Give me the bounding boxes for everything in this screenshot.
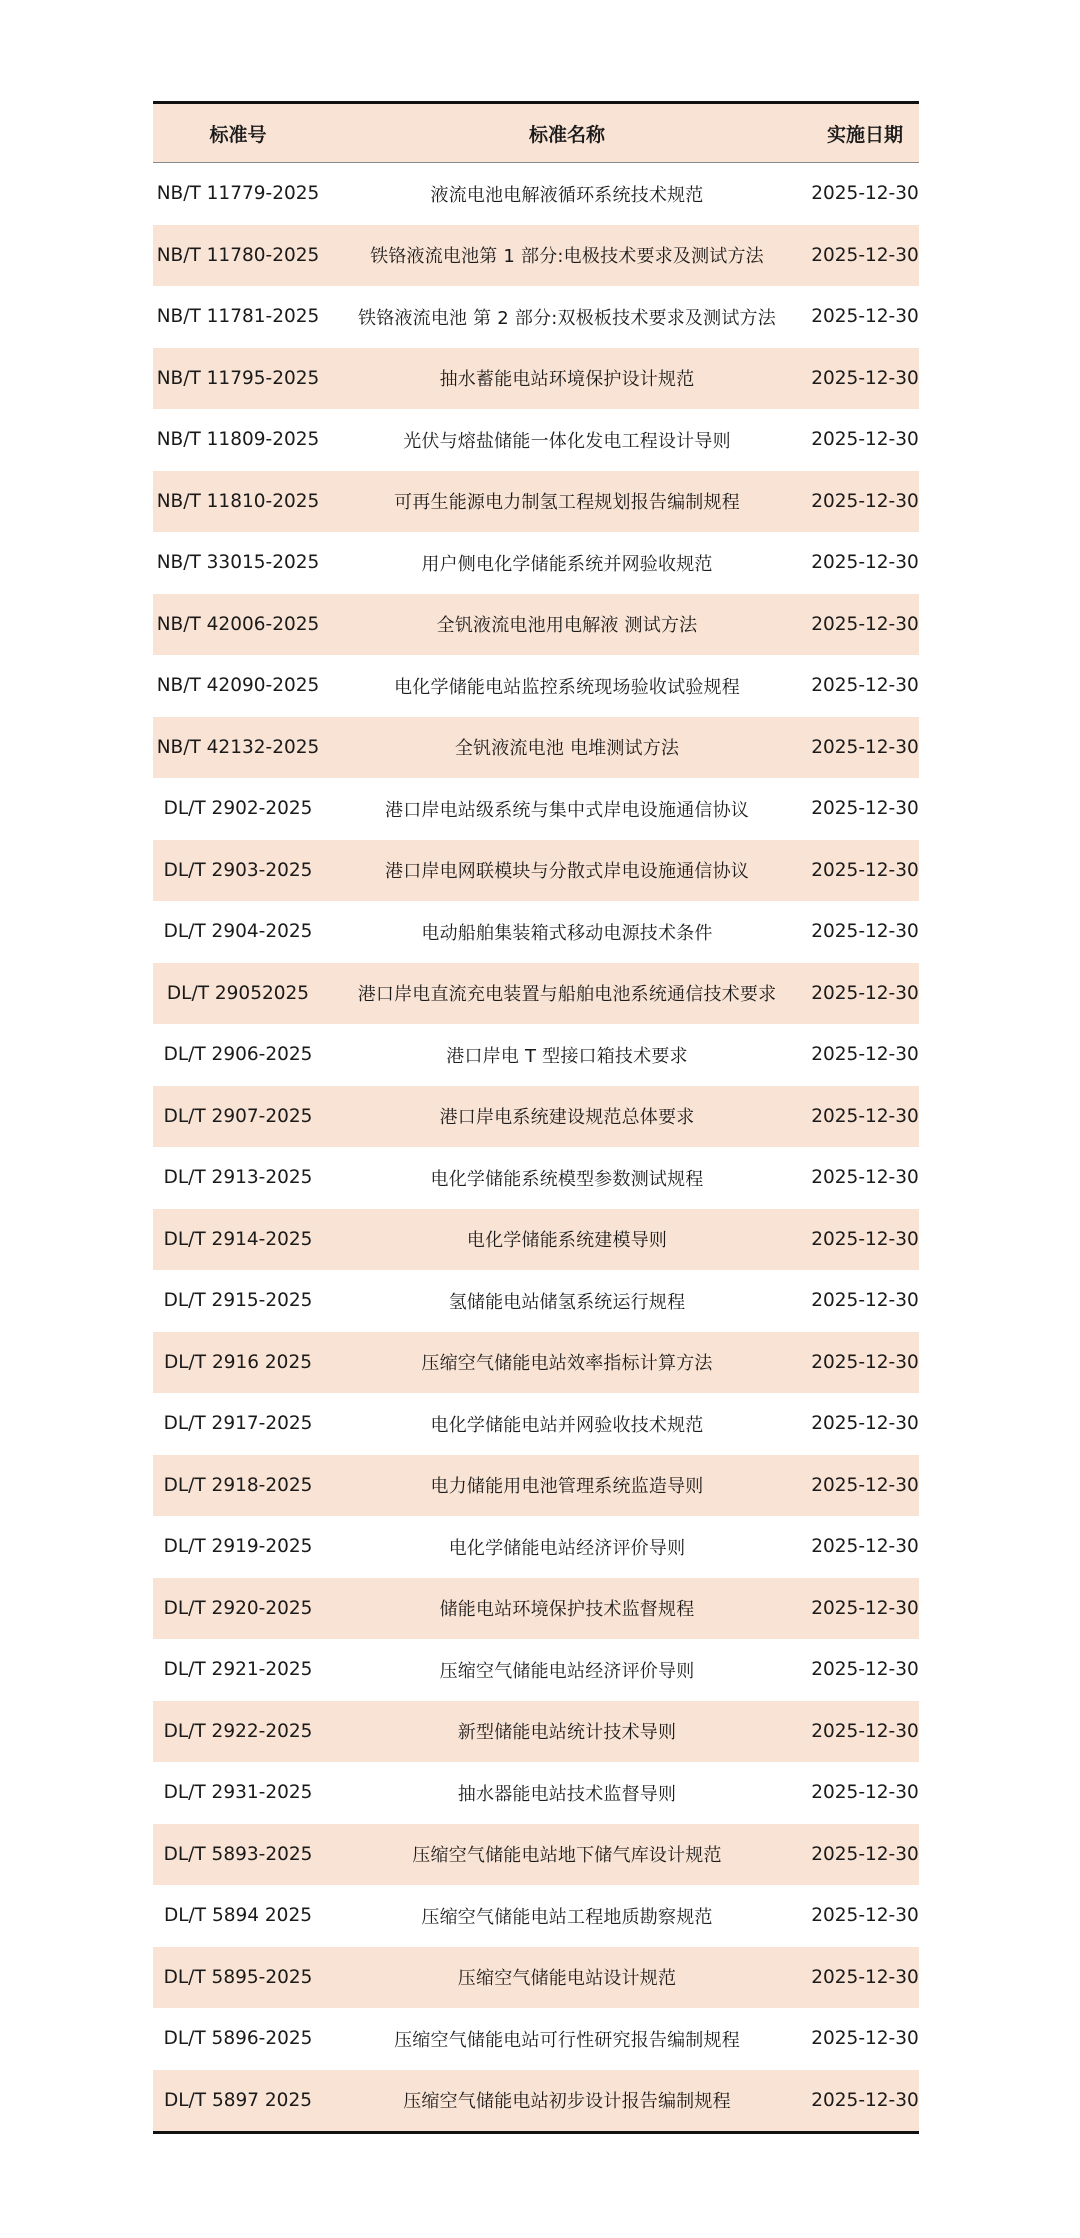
cell-standard-name: 全钒液流电池 电堆测试方法: [454, 738, 680, 760]
table-row: [153, 1393, 919, 1455]
cell-standard-code: NB/T 11809-2025: [156, 429, 320, 451]
cell-standard-code: DL/T 2906-2025: [163, 1044, 313, 1066]
cell-standard-code: DL/T 2902-2025: [163, 798, 313, 820]
table-row: [153, 1639, 919, 1701]
cell-effective-date: 2025-12-30: [811, 859, 919, 881]
table-row: [153, 1947, 919, 2009]
cell-standard-code: DL/T 5896-2025: [163, 2028, 313, 2050]
table-row: [153, 1024, 919, 1086]
standards-table: [153, 101, 919, 2134]
cell-standard-name: 铁铬液流电池 第 2 部分:双极板技术要求及测试方法: [358, 307, 776, 329]
cell-standard-name: 压缩空气储能电站地下储气库设计规范: [412, 1845, 722, 1867]
cell-standard-code: DL/T 2920-2025: [163, 1597, 313, 1619]
cell-effective-date: 2025-12-30: [811, 1351, 919, 1373]
cell-effective-date: 2025-12-30: [811, 429, 919, 451]
cell-standard-code: NB/T 42090-2025: [156, 675, 320, 697]
cell-standard-name: 电化学储能系统模型参数测试规程: [430, 1168, 704, 1190]
cell-standard-name: 港口岸电系统建设规范总体要求: [439, 1107, 695, 1129]
table-row: [153, 225, 919, 287]
table-row: [153, 2070, 919, 2133]
table-row: [153, 1762, 919, 1824]
table-row: [153, 1209, 919, 1271]
cell-standard-name: 抽水器能电站技术监督导则: [457, 1783, 677, 1805]
cell-effective-date: 2025-12-30: [811, 2089, 919, 2111]
cell-standard-code: DL/T 2915-2025: [163, 1290, 313, 1312]
cell-standard-code: DL/T 2913-2025: [163, 1167, 313, 1189]
table-row: [153, 471, 919, 533]
cell-standard-code: DL/T 5894 2025: [163, 1905, 312, 1927]
header-effective-date: 实施日期: [826, 123, 903, 146]
table-row: [153, 1701, 919, 1763]
cell-standard-name: 电力储能用电池管理系统监造导则: [430, 1476, 704, 1498]
table-header: [153, 103, 919, 163]
cell-standard-name: 港口岸电直流充电装置与船舶电池系统通信技术要求: [357, 984, 777, 1006]
cell-effective-date: 2025-12-30: [811, 736, 919, 758]
header-standard-code: 标准号: [209, 123, 267, 146]
cell-standard-name: 抽水蓄能电站环境保护设计规范: [439, 369, 695, 391]
cell-standard-name: 压缩空气储能电站效率指标计算方法: [421, 1353, 713, 1375]
cell-standard-code: DL/T 5895-2025: [163, 1966, 313, 1988]
table-row: [153, 655, 919, 717]
table-row: [153, 840, 919, 902]
cell-effective-date: 2025-12-30: [811, 367, 919, 389]
cell-effective-date: 2025-12-30: [811, 490, 919, 512]
standards-table-container: [153, 101, 919, 2134]
cell-standard-code: NB/T 11810-2025: [156, 490, 320, 512]
cell-effective-date: 2025-12-30: [811, 183, 919, 205]
table-row: [153, 348, 919, 410]
cell-standard-name: 电化学储能电站并网验收技术规范: [430, 1414, 704, 1436]
cell-effective-date: 2025-12-30: [811, 1167, 919, 1189]
cell-standard-code: NB/T 42132-2025: [156, 736, 320, 758]
table-row: [153, 901, 919, 963]
cell-standard-code: NB/T 11779-2025: [156, 183, 320, 205]
cell-standard-name: 铁铬液流电池第 1 部分:电极技术要求及测试方法: [370, 246, 764, 268]
table-row: [153, 2008, 919, 2070]
table-row: [153, 409, 919, 471]
cell-standard-name: 新型储能电站统计技术导则: [457, 1722, 677, 1744]
table-row: [153, 1455, 919, 1517]
cell-effective-date: 2025-12-30: [811, 613, 919, 635]
cell-standard-code: DL/T 2919-2025: [163, 1536, 313, 1558]
table-row: [153, 1885, 919, 1947]
table-row: [153, 778, 919, 840]
cell-effective-date: 2025-12-30: [811, 921, 919, 943]
cell-standard-name: 压缩空气储能电站初步设计报告编制规程: [403, 2091, 731, 2113]
cell-standard-code: NB/T 42006-2025: [156, 613, 320, 635]
cell-standard-code: DL/T 2922-2025: [163, 1720, 313, 1742]
cell-effective-date: 2025-12-30: [811, 1905, 919, 1927]
cell-effective-date: 2025-12-30: [811, 1536, 919, 1558]
cell-effective-date: 2025-12-30: [811, 2028, 919, 2050]
cell-effective-date: 2025-12-30: [811, 306, 919, 328]
cell-standard-name: 储能电站环境保护技术监督规程: [439, 1599, 695, 1621]
cell-effective-date: 2025-12-30: [811, 1966, 919, 1988]
cell-standard-code: DL/T 2904-2025: [163, 921, 313, 943]
table-row: [153, 1270, 919, 1332]
cell-standard-name: 光伏与熔盐储能一体化发电工程设计导则: [403, 430, 731, 452]
cell-standard-code: DL/T 2916 2025: [163, 1351, 312, 1373]
table-row: [153, 1516, 919, 1578]
cell-effective-date: 2025-12-30: [811, 798, 919, 820]
cell-standard-name: 压缩空气储能电站可行性研究报告编制规程: [394, 2029, 740, 2051]
cell-standard-name: 电化学储能系统建模导则: [466, 1230, 668, 1252]
cell-effective-date: 2025-12-30: [811, 1720, 919, 1742]
cell-standard-code: DL/T 2914-2025: [163, 1228, 313, 1250]
cell-standard-name: 可再生能源电力制氢工程规划报告编制规程: [394, 492, 740, 514]
table-row: [153, 1147, 919, 1209]
table-row: [153, 594, 919, 656]
cell-effective-date: 2025-12-30: [811, 675, 919, 697]
cell-effective-date: 2025-12-30: [811, 1044, 919, 1066]
cell-standard-name: 电化学储能电站监控系统现场验收试验规程: [394, 676, 740, 698]
cell-standard-name: 港口岸电站级系统与集中式岸电设施通信协议: [385, 799, 749, 821]
cell-effective-date: 2025-12-30: [811, 1105, 919, 1127]
cell-effective-date: 2025-12-30: [811, 1843, 919, 1865]
cell-standard-name: 压缩空气储能电站设计规范: [457, 1968, 677, 1990]
cell-standard-code: DL/T 2917-2025: [163, 1413, 313, 1435]
cell-standard-name: 电动船舶集装箱式移动电源技术条件: [421, 922, 713, 944]
cell-standard-code: NB/T 11781-2025: [156, 306, 320, 328]
cell-standard-code: NB/T 33015-2025: [156, 552, 320, 574]
table-row: [153, 1578, 919, 1640]
cell-effective-date: 2025-12-30: [811, 552, 919, 574]
cell-effective-date: 2025-12-30: [811, 1290, 919, 1312]
cell-effective-date: 2025-12-30: [811, 1782, 919, 1804]
cell-standard-name: 压缩空气储能电站经济评价导则: [439, 1660, 695, 1682]
cell-standard-code: DL/T 5893-2025: [163, 1843, 313, 1865]
cell-effective-date: 2025-12-30: [811, 982, 919, 1004]
table-row: [153, 1824, 919, 1886]
header-row: [153, 103, 919, 163]
cell-standard-code: DL/T 2903-2025: [163, 859, 313, 881]
cell-standard-code: DL/T 2931-2025: [163, 1782, 313, 1804]
table-row: [153, 1086, 919, 1148]
cell-standard-name: 港口岸电 T 型接口箱技术要求: [446, 1045, 688, 1067]
table-row: [153, 163, 919, 225]
cell-effective-date: 2025-12-30: [811, 1413, 919, 1435]
table-row: [153, 532, 919, 594]
table-row: [153, 286, 919, 348]
cell-standard-code: DL/T 2921-2025: [163, 1659, 313, 1681]
cell-effective-date: 2025-12-30: [811, 1228, 919, 1250]
cell-standard-name: 氢储能电站储氢系统运行规程: [448, 1291, 686, 1313]
cell-standard-code: DL/T 2918-2025: [163, 1474, 313, 1496]
table-row: [153, 1332, 919, 1394]
cell-standard-code: DL/T 5897 2025: [163, 2089, 312, 2111]
table-row: [153, 963, 919, 1025]
cell-standard-name: 用户侧电化学储能系统并网验收规范: [421, 553, 713, 575]
cell-standard-name: 电化学储能电站经济评价导则: [448, 1537, 686, 1559]
table-body: [153, 163, 919, 2133]
header-standard-name: 标准名称: [528, 123, 605, 146]
table-row: [153, 717, 919, 779]
cell-standard-code: DL/T 29052025: [166, 982, 310, 1004]
cell-standard-name: 全钒液流电池用电解液 测试方法: [436, 615, 698, 637]
cell-standard-name: 港口岸电网联模块与分散式岸电设施通信协议: [385, 861, 749, 883]
cell-standard-name: 压缩空气储能电站工程地质勘察规范: [421, 1906, 713, 1928]
cell-effective-date: 2025-12-30: [811, 1659, 919, 1681]
cell-effective-date: 2025-12-30: [811, 244, 919, 266]
cell-standard-name: 液流电池电解液循环系统技术规范: [430, 184, 704, 206]
cell-effective-date: 2025-12-30: [811, 1474, 919, 1496]
cell-standard-code: DL/T 2907-2025: [163, 1105, 313, 1127]
cell-standard-code: NB/T 11780-2025: [156, 244, 320, 266]
cell-effective-date: 2025-12-30: [811, 1597, 919, 1619]
cell-standard-code: NB/T 11795-2025: [156, 367, 320, 389]
